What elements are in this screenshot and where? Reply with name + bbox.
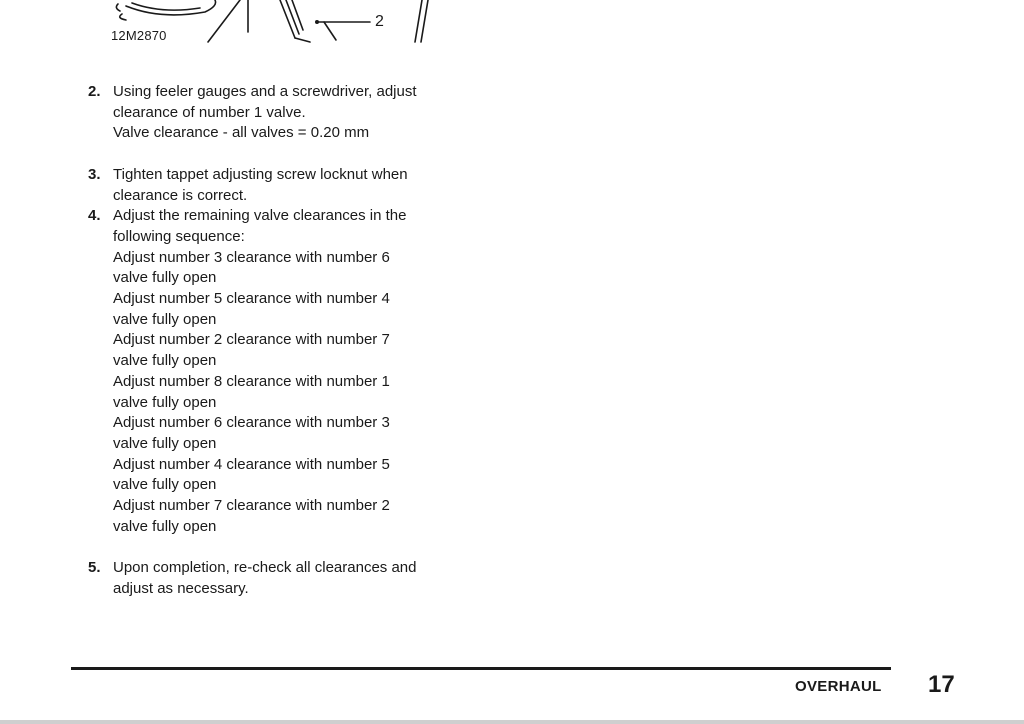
step-number: 2. (88, 83, 101, 100)
footer-divider (71, 667, 891, 670)
figure-code: 12M2870 (111, 28, 167, 43)
sequence-line: valve fully open (113, 434, 217, 452)
sequence-line: Adjust number 3 clearance with number 6 (113, 248, 390, 266)
valve-clearance-spec: Valve clearance - all valves = 0.20 mm (113, 124, 370, 142)
step-line: clearance of number 1 valve. (113, 103, 306, 121)
page-number: 17 (928, 671, 955, 698)
sequence-line: valve fully open (113, 269, 217, 287)
sequence-line: valve fully open (113, 476, 217, 494)
sequence-line: Adjust number 6 clearance with number 3 (113, 414, 390, 432)
step-number: 5. (88, 559, 101, 577)
sequence-line: valve fully open (113, 352, 217, 370)
step-line: Using feeler gauges and a screwdriver, adjust (113, 83, 417, 100)
step-3 (88, 165, 488, 206)
sequence-line: Adjust number 5 clearance with number 4 (113, 290, 390, 308)
step-line: Tighten tappet adjusting screw locknut when (113, 165, 408, 183)
sequence-line: Adjust number 8 clearance with number 1 (113, 372, 390, 390)
sequence-line: Adjust number 7 clearance with number 2 (113, 497, 390, 515)
sequence-line: Adjust number 2 clearance with number 7 (113, 331, 390, 349)
footer-section-title: OVERHAUL (795, 678, 882, 695)
step-4 (88, 206, 488, 537)
step-text (113, 165, 488, 206)
step-line: clearance is correct. (113, 186, 248, 204)
procedure-steps (88, 82, 488, 600)
step-2 (88, 82, 488, 144)
step-number: 4. (88, 207, 101, 225)
step-line: adjust as necessary. (113, 579, 249, 597)
page-edge (0, 720, 1024, 724)
step-line: Adjust the remaining valve clearances in the (113, 207, 407, 225)
step-text (113, 82, 488, 144)
sequence-line: Adjust number 4 clearance with number 5 (113, 455, 390, 473)
step-line: following sequence: (113, 227, 245, 245)
step-line: Upon completion, re-check all clearances and (113, 559, 417, 577)
sequence-line: valve fully open (113, 393, 217, 411)
step-5 (88, 558, 488, 599)
callout-label: 2 (375, 13, 384, 30)
step-text (113, 558, 488, 599)
step-number: 3. (88, 165, 101, 183)
step-text (113, 206, 488, 537)
sequence-line: valve fully open (113, 310, 217, 328)
sequence-line: valve fully open (113, 517, 217, 535)
